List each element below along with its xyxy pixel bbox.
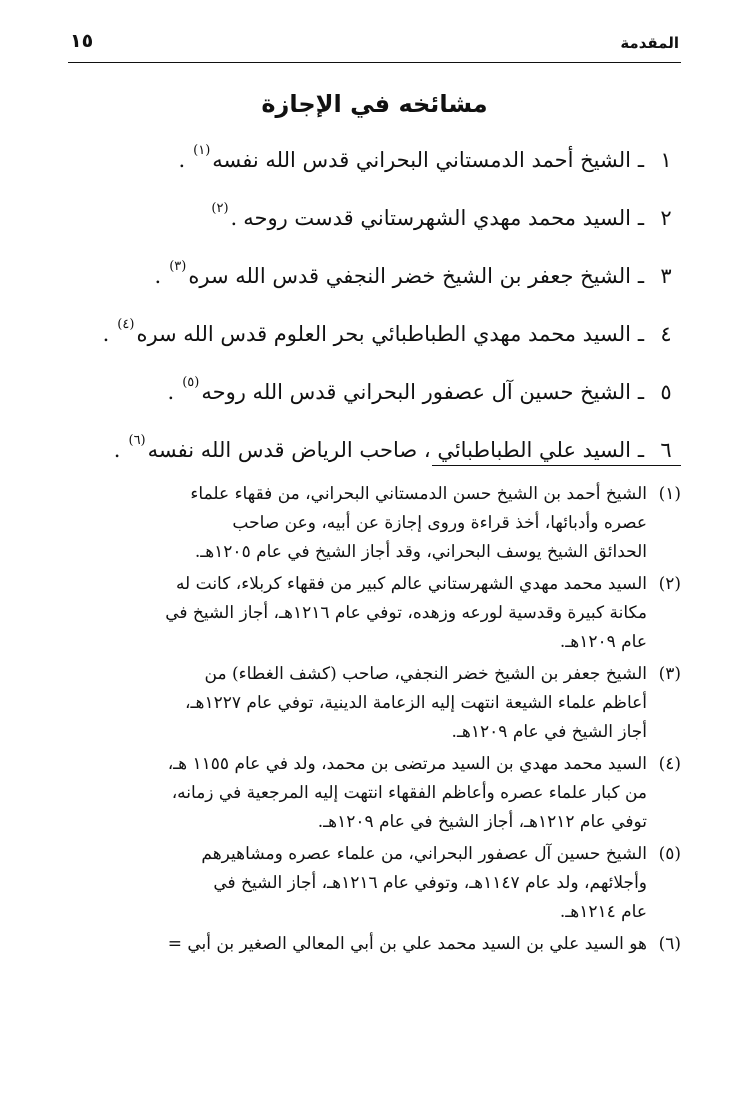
footnote-text (68, 660, 647, 747)
item-dash: ـ (637, 438, 645, 462)
list-item (68, 372, 681, 430)
footnote-marker[interactable]: (٦) (128, 433, 146, 448)
footnote-line: السيد محمد مهدي الشهرستاني عالم كبير من فقهاء كربلاء، كانت له (175, 574, 647, 594)
section-title: مشائخه في الإجازة (261, 90, 488, 118)
header-rule (68, 62, 681, 63)
item-number: ٢ (660, 206, 672, 230)
footnote-line: الشيخ أحمد بن الشيخ حسن الدمستاني البحراني، من فقهاء علماء (190, 484, 647, 504)
list-item (68, 256, 681, 314)
footnote-number: (٤) (658, 754, 681, 774)
footnote-marker[interactable]: (٥) (182, 375, 200, 390)
footnote-line: أجاز الشيخ في عام ١٢٠٩هـ. (451, 722, 647, 742)
footnote-line: عام ١٢٠٩هـ. (559, 632, 647, 652)
footnote-number: (٦) (658, 934, 681, 954)
list-item (68, 314, 681, 372)
end-dot: . (113, 438, 121, 462)
footnote-line: الشيخ حسين آل عصفور البحراني، من علماء عصره ومشاهيرهم (201, 844, 647, 864)
item-text: السيد علي الطباطبائي ، صاحب الرياض قدس الله نفسه (147, 438, 631, 462)
footnote (68, 840, 681, 927)
footnote-number: (١) (658, 484, 681, 504)
footnote (68, 480, 681, 567)
footnote-marker[interactable]: (٢) (211, 201, 229, 216)
end-dot: . (230, 206, 238, 230)
sheikh-list (68, 140, 681, 488)
item-number: ٦ (660, 438, 672, 462)
footnote-text (68, 930, 647, 959)
footnote (68, 660, 681, 747)
footnote-text (68, 480, 647, 567)
footnote-marker[interactable]: (٣) (169, 259, 187, 274)
item-number: ٣ (660, 264, 672, 288)
footnote-line: مكانة كبيرة وقدسية لورعه وزهده، توفي عام ١٢١٦هـ، أجاز الشيخ في (165, 603, 647, 623)
footnote-number: (٣) (658, 664, 681, 684)
item-dash: ـ (637, 206, 645, 230)
item-dash: ـ (637, 322, 645, 346)
running-header-section: المقدمة (620, 34, 679, 52)
item-dash: ـ (637, 148, 645, 172)
item-number: ٥ (660, 380, 672, 404)
footnote-line: هو السيد علي بن السيد محمد علي بن أبي المعالي الصغير بن أبي = (167, 934, 647, 954)
end-dot: . (178, 148, 186, 172)
item-dash: ـ (637, 380, 645, 404)
list-item (68, 198, 681, 256)
list-item (68, 140, 681, 198)
footnote-line: وأجلائهم، ولد عام ١١٤٧هـ، وتوفي عام ١٢١٦هـ، أجاز الشيخ في (213, 873, 647, 893)
footnote (68, 570, 681, 657)
item-number: ٤ (660, 322, 672, 346)
footnote-line: عام ١٢١٤هـ. (559, 902, 647, 922)
footnote-line: توفي عام ١٢١٢هـ، أجاز الشيخ في عام ١٢٠٩هـ. (317, 812, 647, 832)
item-text: السيد محمد مهدي الشهرستاني قدست روحه (243, 206, 631, 230)
end-dot: . (102, 322, 110, 346)
footnote-line: من كبار علماء عصره وأعاظم الفقهاء انتهت إليه المرجعية في زمانه، (171, 783, 647, 803)
footnote-text (68, 750, 647, 837)
item-text: الشيخ جعفر بن الشيخ خضر النجفي قدس الله سره (188, 264, 631, 288)
footnote (68, 930, 681, 959)
item-text: السيد محمد مهدي الطباطبائي بحر العلوم قدس الله سره (136, 322, 631, 346)
item-dash: ـ (637, 264, 645, 288)
footnote-line: السيد محمد مهدي بن السيد مرتضى بن محمد، ولد في عام ١١٥٥ هـ، (167, 754, 647, 774)
footnote-line: الشيخ جعفر بن الشيخ خضر النجفي، صاحب (كشف الغطاء) من (204, 664, 647, 684)
footnote-line: الحدائق الشيخ يوسف البحراني، وقد أجاز الشيخ في عام ١٢٠٥هـ. (194, 542, 647, 562)
footnote-rule (432, 465, 681, 466)
footnote-line: عصره وأدبائها، أخذ قراءة وروى إجازة عن أبيه، وعن صاحب (232, 513, 647, 533)
page-number: ١٥ (70, 30, 94, 52)
item-text: الشيخ حسين آل عصفور البحراني قدس الله روحه (201, 380, 631, 404)
end-dot: . (154, 264, 162, 288)
footnote-text (68, 570, 647, 657)
footnotes (68, 480, 681, 962)
footnote (68, 750, 681, 837)
footnote-text (68, 840, 647, 927)
footnote-marker[interactable]: (٤) (117, 317, 135, 332)
item-text: الشيخ أحمد الدمستاني البحراني قدس الله نفسه (212, 148, 631, 172)
item-number: ١ (660, 148, 672, 172)
footnote-line: أعاظم علماء الشيعة انتهت إليه الزعامة الدينية، توفي عام ١٢٢٧هـ، (185, 693, 647, 713)
footnote-number: (٥) (658, 844, 681, 864)
footnote-number: (٢) (658, 574, 681, 594)
footnote-marker[interactable]: (١) (193, 143, 211, 158)
end-dot: . (167, 380, 175, 404)
